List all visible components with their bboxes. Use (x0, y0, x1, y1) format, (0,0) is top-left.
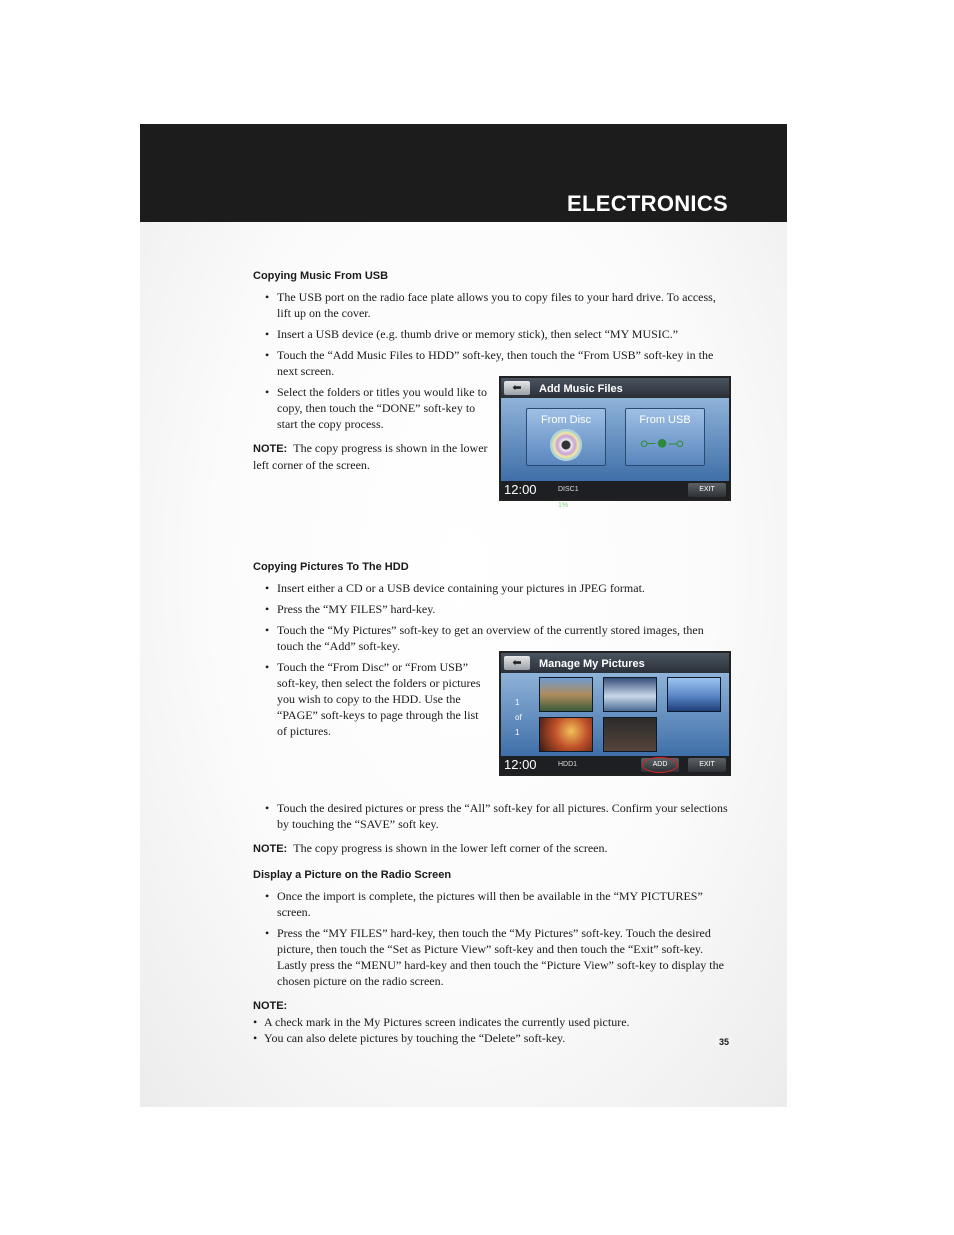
copying-pictures-list (253, 580, 731, 654)
note-text: The copy progress is shown in the lower left corner of the screen. (293, 841, 608, 855)
note-label: NOTE: (253, 843, 288, 855)
from-usb-button[interactable] (625, 408, 705, 466)
section-title: ELECTRONICS (567, 191, 728, 216)
disc-icon (550, 429, 582, 461)
list-item: • Touch the desired pictures or press the “All” soft-key for all pictures. Confirm your selections by touching the “SAVE” soft key. (253, 800, 731, 832)
list-item: • Touch the “From Disc” or “From USB” soft-key, then select the folders or pictures you wish to copy to the HDD. Use the “PAGE” soft-keys to page through the list of pictures. (253, 659, 489, 739)
screen-footer (501, 756, 729, 774)
page-of: of (515, 713, 522, 722)
heading-copying-pictures: Copying Pictures To The HDD (253, 561, 409, 573)
list-item: • Touch the “Add Music Files to HDD” soft-key, then touch the “From USB” soft-key in the next screen. (253, 347, 731, 379)
note-copy-progress (253, 440, 489, 473)
list-item: • A check mark in the My Pictures screen indicates the currently used picture. (253, 1014, 731, 1030)
list-item: • Press the “MY FILES” hard-key, then touch the “My Pictures” soft-key. Touch the desired picture, then touch the “Set as Picture View” soft-key and then touch the “Exit” soft-key. Lastly press the “MENU” hard-key and then touch the “Picture View” soft-key to display the chosen picture on the radio screen. (253, 925, 731, 989)
list-item: • You can also delete pictures by touching the “Delete” soft-key. (253, 1030, 731, 1046)
list-item: • Once the import is complete, the pictures will then be available in the “MY PICTURES” screen. (253, 888, 731, 920)
section-header-bar (140, 124, 787, 222)
exit-button[interactable]: EXIT (688, 483, 726, 497)
copying-pictures-list-end (253, 800, 731, 832)
note-block (253, 998, 731, 1046)
source-name: DISC1 (558, 486, 579, 493)
clock: 12:00 (504, 757, 537, 772)
list-item: • Select the folders or titles you would like to copy, then touch the “DONE” soft-key to start the copy process. (253, 384, 489, 432)
usb-icon: ⟜●⊸ (640, 432, 685, 454)
note-label: NOTE: (253, 443, 288, 455)
note-copy-progress-2 (253, 840, 731, 857)
copying-pictures-list-cont (253, 659, 489, 739)
exit-button[interactable]: EXIT (688, 758, 726, 772)
screen-body (501, 673, 729, 756)
list-item: • Press the “MY FILES” hard-key. (253, 601, 731, 617)
picture-thumbnail[interactable] (539, 677, 593, 712)
screen-title-bar (501, 653, 729, 673)
add-button[interactable]: ADD (641, 758, 679, 772)
add-music-files-screenshot (499, 376, 731, 509)
manual-page (140, 124, 787, 1107)
clock: 12:00 (504, 482, 537, 497)
source-label (558, 482, 579, 514)
copy-progress: 1% (558, 502, 569, 509)
page-current: 1 (515, 698, 520, 707)
heading-copying-music: Copying Music From USB (253, 270, 389, 282)
screen-title: Add Music Files (539, 383, 623, 395)
screen-title: Manage My Pictures (539, 658, 645, 670)
from-disc-button[interactable] (526, 408, 606, 466)
list-item: • Insert either a CD or a USB device containing your pictures in JPEG format. (253, 580, 731, 596)
copying-music-list (253, 289, 731, 379)
picture-thumbnail[interactable] (603, 717, 657, 752)
note-list (253, 1014, 731, 1046)
list-item: • Touch the “My Pictures” soft-key to get an overview of the currently stored images, then touch the “Add” soft-key. (253, 622, 731, 654)
screen-footer (501, 481, 729, 509)
list-item: • The USB port on the radio face plate allows you to copy files to your hard drive. To access, lift up on the cover. (253, 289, 731, 321)
copying-music-list-cont (253, 384, 489, 432)
page-content (253, 268, 731, 1046)
copying-music-left (253, 384, 489, 483)
page-number: 35 (719, 1037, 730, 1047)
note-label: NOTE: (253, 1000, 288, 1012)
picture-thumbnail[interactable] (603, 677, 657, 712)
note-text: The copy progress is shown in the lower left corner of the screen. (253, 441, 488, 472)
from-usb-label: From USB (639, 414, 691, 426)
picture-thumbnail[interactable] (667, 677, 721, 712)
copying-music-row (253, 382, 731, 509)
page-total: 1 (515, 728, 520, 737)
back-arrow-icon[interactable]: ⬅ (504, 656, 530, 670)
manage-my-pictures-screenshot (499, 651, 731, 776)
heading-display-picture: Display a Picture on the Radio Screen (253, 869, 452, 881)
copying-pictures-row (253, 659, 731, 776)
screen-title-bar (501, 378, 729, 398)
from-disc-label: From Disc (540, 414, 592, 426)
display-picture-list (253, 888, 731, 989)
copying-pictures-left (253, 659, 489, 744)
add-highlight-circle (642, 757, 678, 773)
screen-body (501, 398, 729, 481)
picture-thumbnail[interactable] (539, 717, 593, 752)
list-item: • Insert a USB device (e.g. thumb drive or memory stick), then select “MY MUSIC.” (253, 326, 731, 342)
back-arrow-icon[interactable]: ⬅ (504, 381, 530, 395)
source-label: HDD1 (558, 761, 578, 768)
